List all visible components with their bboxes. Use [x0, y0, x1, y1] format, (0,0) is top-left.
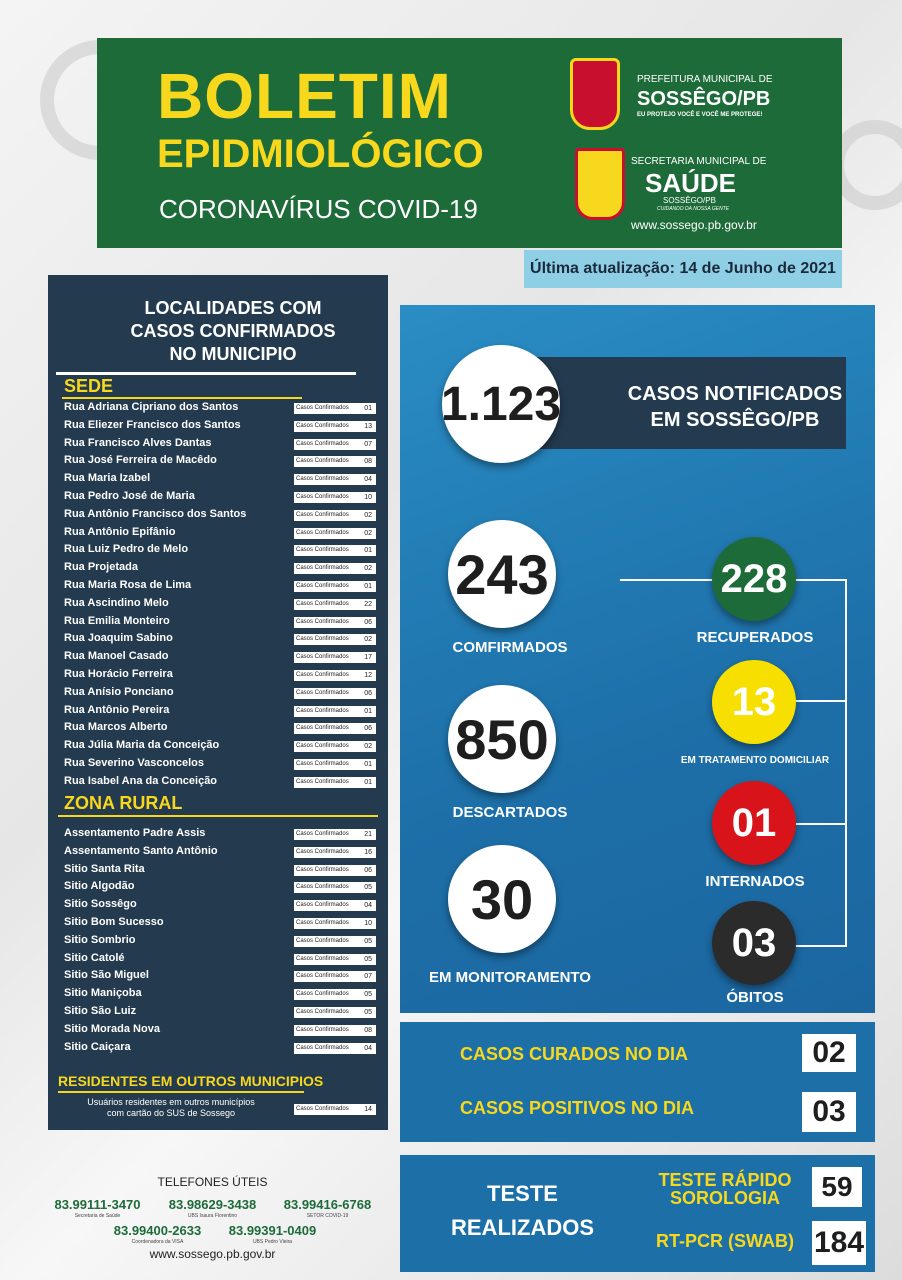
localities-title-line: CASOS CONFIRMADOS [130, 321, 336, 341]
confirmed-tag [294, 1007, 376, 1018]
rapid-test-label [640, 1171, 810, 1207]
tag-label: Casos Confirmados [296, 529, 349, 536]
confirmed-tag [294, 528, 376, 539]
title-coronavirus: CORONAVÍRUS COVID-19 [159, 194, 478, 224]
header-website-link[interactable]: www.sossego.pb.gov.br [631, 218, 757, 232]
residents-note [56, 1097, 286, 1119]
locality-name: Rua Eliezer Francisco dos Santos [64, 418, 241, 431]
confirmed-value: 243 [448, 520, 556, 628]
divider [58, 1091, 304, 1093]
last-update-label: Última atualização: [530, 260, 675, 277]
divider [56, 372, 356, 375]
tag-label: Casos Confirmados [296, 565, 349, 572]
locality-count: 06 [364, 866, 372, 874]
prefeitura-crest-icon [570, 58, 620, 130]
pcr-test-label: RT-PCR (SWAB) [656, 1231, 794, 1251]
locality-count: 05 [364, 991, 372, 999]
locality-name: Rua Maria Rosa de Lima [64, 579, 192, 591]
secretaria-city: SOSSÊGO/PB [663, 196, 716, 205]
pcr-test-value: 184 [812, 1221, 866, 1265]
tag-label: Casos Confirmados [296, 600, 349, 607]
footer-website-link[interactable]: www.sossego.pb.gov.br [149, 1247, 276, 1261]
locality-count: 05 [364, 884, 372, 892]
locality-count: 06 [364, 725, 372, 733]
tests-title-line2: REALIZADOS [451, 1215, 594, 1240]
rapid-test-label-line: SOROLOGIA [669, 1188, 780, 1208]
locality-count: 17 [364, 654, 372, 662]
prefeitura-name: SOSSÊGO/PB [637, 88, 771, 110]
tag-label: Casos Confirmados [296, 618, 349, 625]
cured-today-label: CASOS CURADOS NO DIA [460, 1044, 689, 1064]
confirmed-tag [294, 706, 376, 717]
locality-row [64, 543, 380, 561]
locality-row [64, 401, 380, 419]
locality-name: Rua Maria Izabel [64, 472, 151, 485]
confirmed-tag [294, 599, 376, 610]
recovered-label: RECUPERADOS [696, 629, 814, 646]
locality-count: 13 [364, 422, 372, 430]
residents-count: 14 [364, 1106, 372, 1113]
notified-label [610, 381, 860, 433]
phone-number-link[interactable]: 83.99111-3470 [54, 1197, 141, 1212]
locality-count: 04 [364, 902, 372, 910]
connector-line [795, 700, 847, 702]
confirmed-tag [294, 971, 376, 982]
sede-heading: SEDE [64, 376, 114, 396]
locality-row [64, 615, 380, 633]
locality-row [64, 490, 380, 508]
confirmed-tag [294, 865, 376, 876]
localities-title [48, 297, 418, 366]
locality-name: Sitio Morada Nova [64, 1022, 160, 1035]
secretaria-name: SAÚDE [645, 168, 737, 198]
confirmed-tag [294, 456, 376, 467]
rapid-test-label-line: TESTE RÁPIDO [658, 1170, 792, 1190]
confirmed-tag [294, 918, 376, 929]
tag-label: Casos Confirmados [296, 1106, 349, 1112]
locality-row [64, 916, 380, 934]
confirmed-tag [294, 882, 376, 893]
last-update-bar [524, 250, 842, 288]
locality-name: Sitio Catolé [64, 951, 125, 964]
locality-count: 10 [364, 494, 372, 501]
connector-line [620, 579, 715, 581]
locality-name: Sitio Sombrio [64, 933, 136, 946]
confirmed-tag [294, 936, 376, 947]
locality-row [64, 987, 380, 1005]
tag-label: Casos Confirmados [296, 920, 349, 926]
locality-name: Rua Ascindino Melo [64, 596, 169, 609]
locality-name: Sitio São Miguel [64, 969, 149, 982]
phone-desc: UBS Pedro Vieira [252, 1239, 293, 1245]
locality-row [64, 1005, 380, 1023]
divider [62, 397, 302, 399]
locality-count: 01 [364, 405, 372, 412]
tests-title-line1: TESTE [487, 1181, 558, 1206]
locality-row [64, 827, 380, 845]
phone-desc: UBS Isaura Florentino [187, 1213, 238, 1219]
locality-count: 08 [364, 1026, 372, 1034]
locality-count: 22 [364, 600, 372, 608]
positive-today-value: 03 [802, 1092, 856, 1132]
phone-desc: Secretaria de Saúde [74, 1213, 121, 1219]
tag-label: Casos Confirmados [296, 547, 349, 554]
localities-title-line: LOCALIDADES COM [144, 298, 322, 318]
confirmed-tag [294, 847, 376, 858]
confirmed-tag [294, 723, 376, 734]
confirmed-tag [294, 652, 376, 663]
tag-label: Casos Confirmados [296, 937, 349, 944]
tag-label: Casos Confirmados [296, 654, 349, 661]
locality-name: Sitio Sossêgo [64, 898, 137, 911]
monitoring-label: EM MONITORAMENTO [429, 969, 591, 986]
phone-desc: SETOR COVID-19 [306, 1213, 349, 1219]
residents-heading: RESIDENTES EM OUTROS MUNICIPIOS [58, 1073, 324, 1089]
locality-name: Rua Severino Vasconcelos [64, 757, 205, 769]
confirmed-tag [294, 954, 376, 965]
secretaria-motto: CUIDANDO DA NOSSA GENTE [657, 206, 730, 212]
notified-label-line: EM SOSSÊGO/PB [650, 409, 820, 431]
locality-name: Rua José Ferreira de Macêdo [64, 454, 217, 467]
tag-label: Casos Confirmados [296, 955, 349, 962]
locality-name: Sitio São Luiz [64, 1005, 137, 1017]
locality-row [64, 1041, 380, 1059]
confirmed-tag [294, 1025, 376, 1036]
locality-row [64, 775, 380, 793]
tag-label: Casos Confirmados [296, 973, 349, 980]
locality-row [64, 686, 380, 704]
locality-count: 02 [364, 743, 372, 751]
locality-name: Sitio Santa Rita [64, 862, 145, 875]
home-treatment-label: EM TRATAMENTO DOMICILIAR [680, 755, 830, 766]
deaths-label: ÓBITOS [726, 989, 784, 1006]
locality-row [64, 845, 380, 863]
locality-count: 02 [364, 529, 372, 537]
header-banner [97, 38, 842, 248]
locality-count: 10 [364, 920, 372, 927]
locality-count: 07 [364, 973, 372, 981]
locality-row [64, 969, 380, 987]
recovered-value: 228 [712, 537, 796, 621]
locality-name: Rua Emilia Monteiro [64, 614, 170, 627]
last-update-date: 14 de Junho de 2021 [679, 260, 836, 277]
locality-row [64, 597, 380, 615]
tag-label: Casos Confirmados [296, 689, 349, 696]
locality-row [64, 472, 380, 490]
locality-count: 08 [364, 458, 372, 466]
locality-name: Rua Marcos Alberto [64, 721, 168, 734]
residents-count-tag [294, 1104, 376, 1115]
locality-row [64, 952, 380, 970]
residents-note-line: Usuários residentes em outros municípios [87, 1097, 255, 1107]
locality-name: Rua Isabel Ana da Conceição [64, 774, 218, 787]
locality-row [64, 632, 380, 650]
localities-title-line: NO MUNICIPIO [169, 344, 297, 364]
tag-label: Casos Confirmados [296, 511, 349, 518]
tag-label: Casos Confirmados [296, 458, 349, 465]
tag-label: Casos Confirmados [296, 405, 349, 411]
phone-number-link[interactable]: 83.98629-3438 [168, 1197, 257, 1212]
locality-row [64, 898, 380, 916]
confirmed-tag [294, 545, 376, 556]
connector-line [795, 823, 847, 825]
locality-row [64, 454, 380, 472]
prefeitura-label: PREFEITURA MUNICIPAL DE [637, 74, 773, 85]
confirmed-tag [294, 617, 376, 628]
cured-today-value: 02 [802, 1034, 856, 1072]
locality-row [64, 934, 380, 952]
locality-row [64, 863, 380, 881]
locality-count: 04 [364, 476, 372, 484]
locality-count: 02 [364, 636, 372, 644]
locality-name: Sitio Bom Sucesso [64, 916, 164, 928]
tag-label: Casos Confirmados [296, 725, 349, 732]
locality-row [64, 704, 380, 722]
confirmed-tag [294, 492, 376, 503]
locality-row [64, 561, 380, 579]
locality-count: 06 [364, 689, 372, 697]
locality-row [64, 739, 380, 757]
tag-label: Casos Confirmados [296, 476, 349, 483]
secretaria-crest-icon [575, 148, 625, 220]
locality-name: Rua Pedro José de Maria [64, 490, 195, 502]
notified-label-line: CASOS NOTIFICADOS [627, 383, 843, 405]
notified-value: 1.123 [442, 345, 560, 463]
discarded-value: 850 [448, 685, 556, 793]
locality-name: Rua Júlia Maria da Conceição [64, 739, 220, 752]
rapid-test-value: 59 [812, 1167, 862, 1207]
tag-label: Casos Confirmados [296, 422, 349, 429]
tag-label: Casos Confirmados [296, 583, 349, 589]
phones-title: TELEFONES ÚTEIS [157, 1175, 268, 1189]
confirmed-tag [294, 777, 376, 788]
title-epidemiologico: EPIDMIOLÓGICO [157, 132, 484, 176]
home-treatment-value: 13 [712, 660, 796, 744]
locality-count: 01 [364, 761, 372, 768]
locality-name: Sitio Caiçara [64, 1040, 131, 1053]
locality-count: 02 [364, 511, 372, 519]
locality-row [64, 508, 380, 526]
localities-panel [48, 275, 388, 1130]
locality-count: 16 [364, 848, 372, 856]
tag-label: Casos Confirmados [296, 1009, 349, 1015]
locality-name: Sitio Maniçoba [64, 987, 142, 1000]
locality-count: 21 [364, 831, 372, 838]
confirmed-tag [294, 1043, 376, 1054]
locality-row [64, 721, 380, 739]
locality-name: Rua Francisco Alves Dantas [64, 436, 212, 449]
confirmed-tag [294, 474, 376, 485]
confirmed-tag [294, 403, 376, 414]
locality-row [64, 757, 380, 775]
locality-name: Rua Anísio Ponciano [64, 685, 174, 698]
locality-name: Rua Antônio Francisco dos Santos [64, 507, 247, 520]
confirmed-tag [294, 670, 376, 681]
phone-number-link[interactable]: 83.99391-0409 [228, 1223, 317, 1238]
confirmed-tag [294, 829, 376, 840]
confirmed-tag [294, 634, 376, 645]
confirmed-tag [294, 510, 376, 521]
confirmed-tag [294, 741, 376, 752]
residents-note-line: com cartão do SUS de Sossego [106, 1108, 236, 1118]
confirmed-tag [294, 421, 376, 432]
confirmed-tag [294, 989, 376, 1000]
tag-label: Casos Confirmados [296, 743, 349, 750]
monitoring-value: 30 [448, 845, 556, 953]
divider [58, 815, 378, 817]
locality-count: 07 [364, 440, 372, 448]
daily-panel [400, 1022, 875, 1142]
tag-label: Casos Confirmados [296, 884, 349, 891]
phone-number-link[interactable]: 83.99400-2633 [113, 1223, 202, 1238]
locality-row [64, 668, 380, 686]
tag-label: Casos Confirmados [296, 440, 349, 447]
locality-name: Rua Projetada [64, 561, 138, 574]
discarded-label: DESCARTADOS [452, 804, 568, 821]
tag-label: Casos Confirmados [296, 636, 349, 643]
tag-label: Casos Confirmados [296, 991, 349, 998]
locality-row [64, 579, 380, 597]
tag-label: Casos Confirmados [296, 848, 349, 855]
phone-desc: Coordenadora da VISA [131, 1239, 184, 1245]
confirmed-tag [294, 563, 376, 574]
tag-label: Casos Confirmados [296, 494, 349, 500]
locality-count: 05 [364, 1009, 372, 1016]
locality-name: Rua Luiz Pedro de Melo [64, 543, 189, 556]
tag-label: Casos Confirmados [296, 761, 349, 767]
confirmed-tag [294, 581, 376, 592]
locality-row [64, 1023, 380, 1041]
locality-name: Sitio Algodão [64, 880, 135, 893]
confirmed-tag [294, 759, 376, 770]
locality-count: 06 [364, 618, 372, 626]
locality-row [64, 650, 380, 668]
positive-today-label: CASOS POSITIVOS NO DIA [460, 1098, 695, 1118]
secretaria-label: SECRETARIA MUNICIPAL DE [631, 156, 767, 167]
locality-count: 02 [364, 565, 372, 573]
tag-label: Casos Confirmados [296, 1044, 349, 1051]
locality-name: Rua Joaquim Sabino [64, 632, 173, 645]
locality-row [64, 880, 380, 898]
locality-row [64, 419, 380, 437]
locality-count: 05 [364, 955, 372, 963]
locality-name: Rua Antônio Pereira [64, 703, 170, 716]
confirmed-label: COMFIRMADOS [452, 639, 568, 656]
locality-name: Rua Horácio Ferreira [64, 668, 173, 680]
locality-name: Rua Manoel Casado [64, 650, 169, 663]
confirmed-tag [294, 900, 376, 911]
tag-label: Casos Confirmados [296, 902, 349, 909]
tag-label: Casos Confirmados [296, 707, 349, 714]
tag-label: Casos Confirmados [296, 1026, 349, 1033]
tag-label: Casos Confirmados [296, 866, 349, 873]
tag-label: Casos Confirmados [296, 778, 349, 785]
locality-count: 04 [364, 1044, 372, 1052]
rural-heading: ZONA RURAL [64, 793, 183, 813]
tag-label: Casos Confirmados [296, 672, 349, 678]
locality-row [64, 437, 380, 455]
locality-count: 01 [364, 778, 372, 786]
hospitalized-value: 01 [712, 781, 796, 865]
stats-panel [400, 305, 875, 1013]
hospitalized-label: INTERNADOS [705, 873, 805, 890]
locality-name: Rua Antônio Epifânio [64, 525, 176, 538]
locality-name: Rua Adriana Cipriano dos Santos [64, 401, 239, 413]
tests-panel [400, 1155, 875, 1272]
prefeitura-motto: EU PROTEJO VOCÊ E VOCÊ ME PROTEGE! [637, 112, 763, 118]
locality-count: 01 [364, 583, 372, 590]
locality-count: 01 [364, 547, 372, 555]
locality-count: 01 [364, 707, 372, 715]
locality-row [64, 526, 380, 544]
confirmed-tag [294, 439, 376, 450]
locality-name: Assentamento Padre Assis [64, 827, 206, 839]
title-boletim: BOLETIM [157, 60, 452, 132]
locality-count: 05 [364, 937, 372, 945]
phone-number-link[interactable]: 83.99416-6768 [283, 1197, 372, 1212]
confirmed-tag [294, 688, 376, 699]
deaths-value: 03 [712, 901, 796, 985]
locality-name: Assentamento Santo Antônio [64, 844, 218, 857]
tag-label: Casos Confirmados [296, 831, 349, 837]
locality-count: 12 [364, 672, 372, 679]
